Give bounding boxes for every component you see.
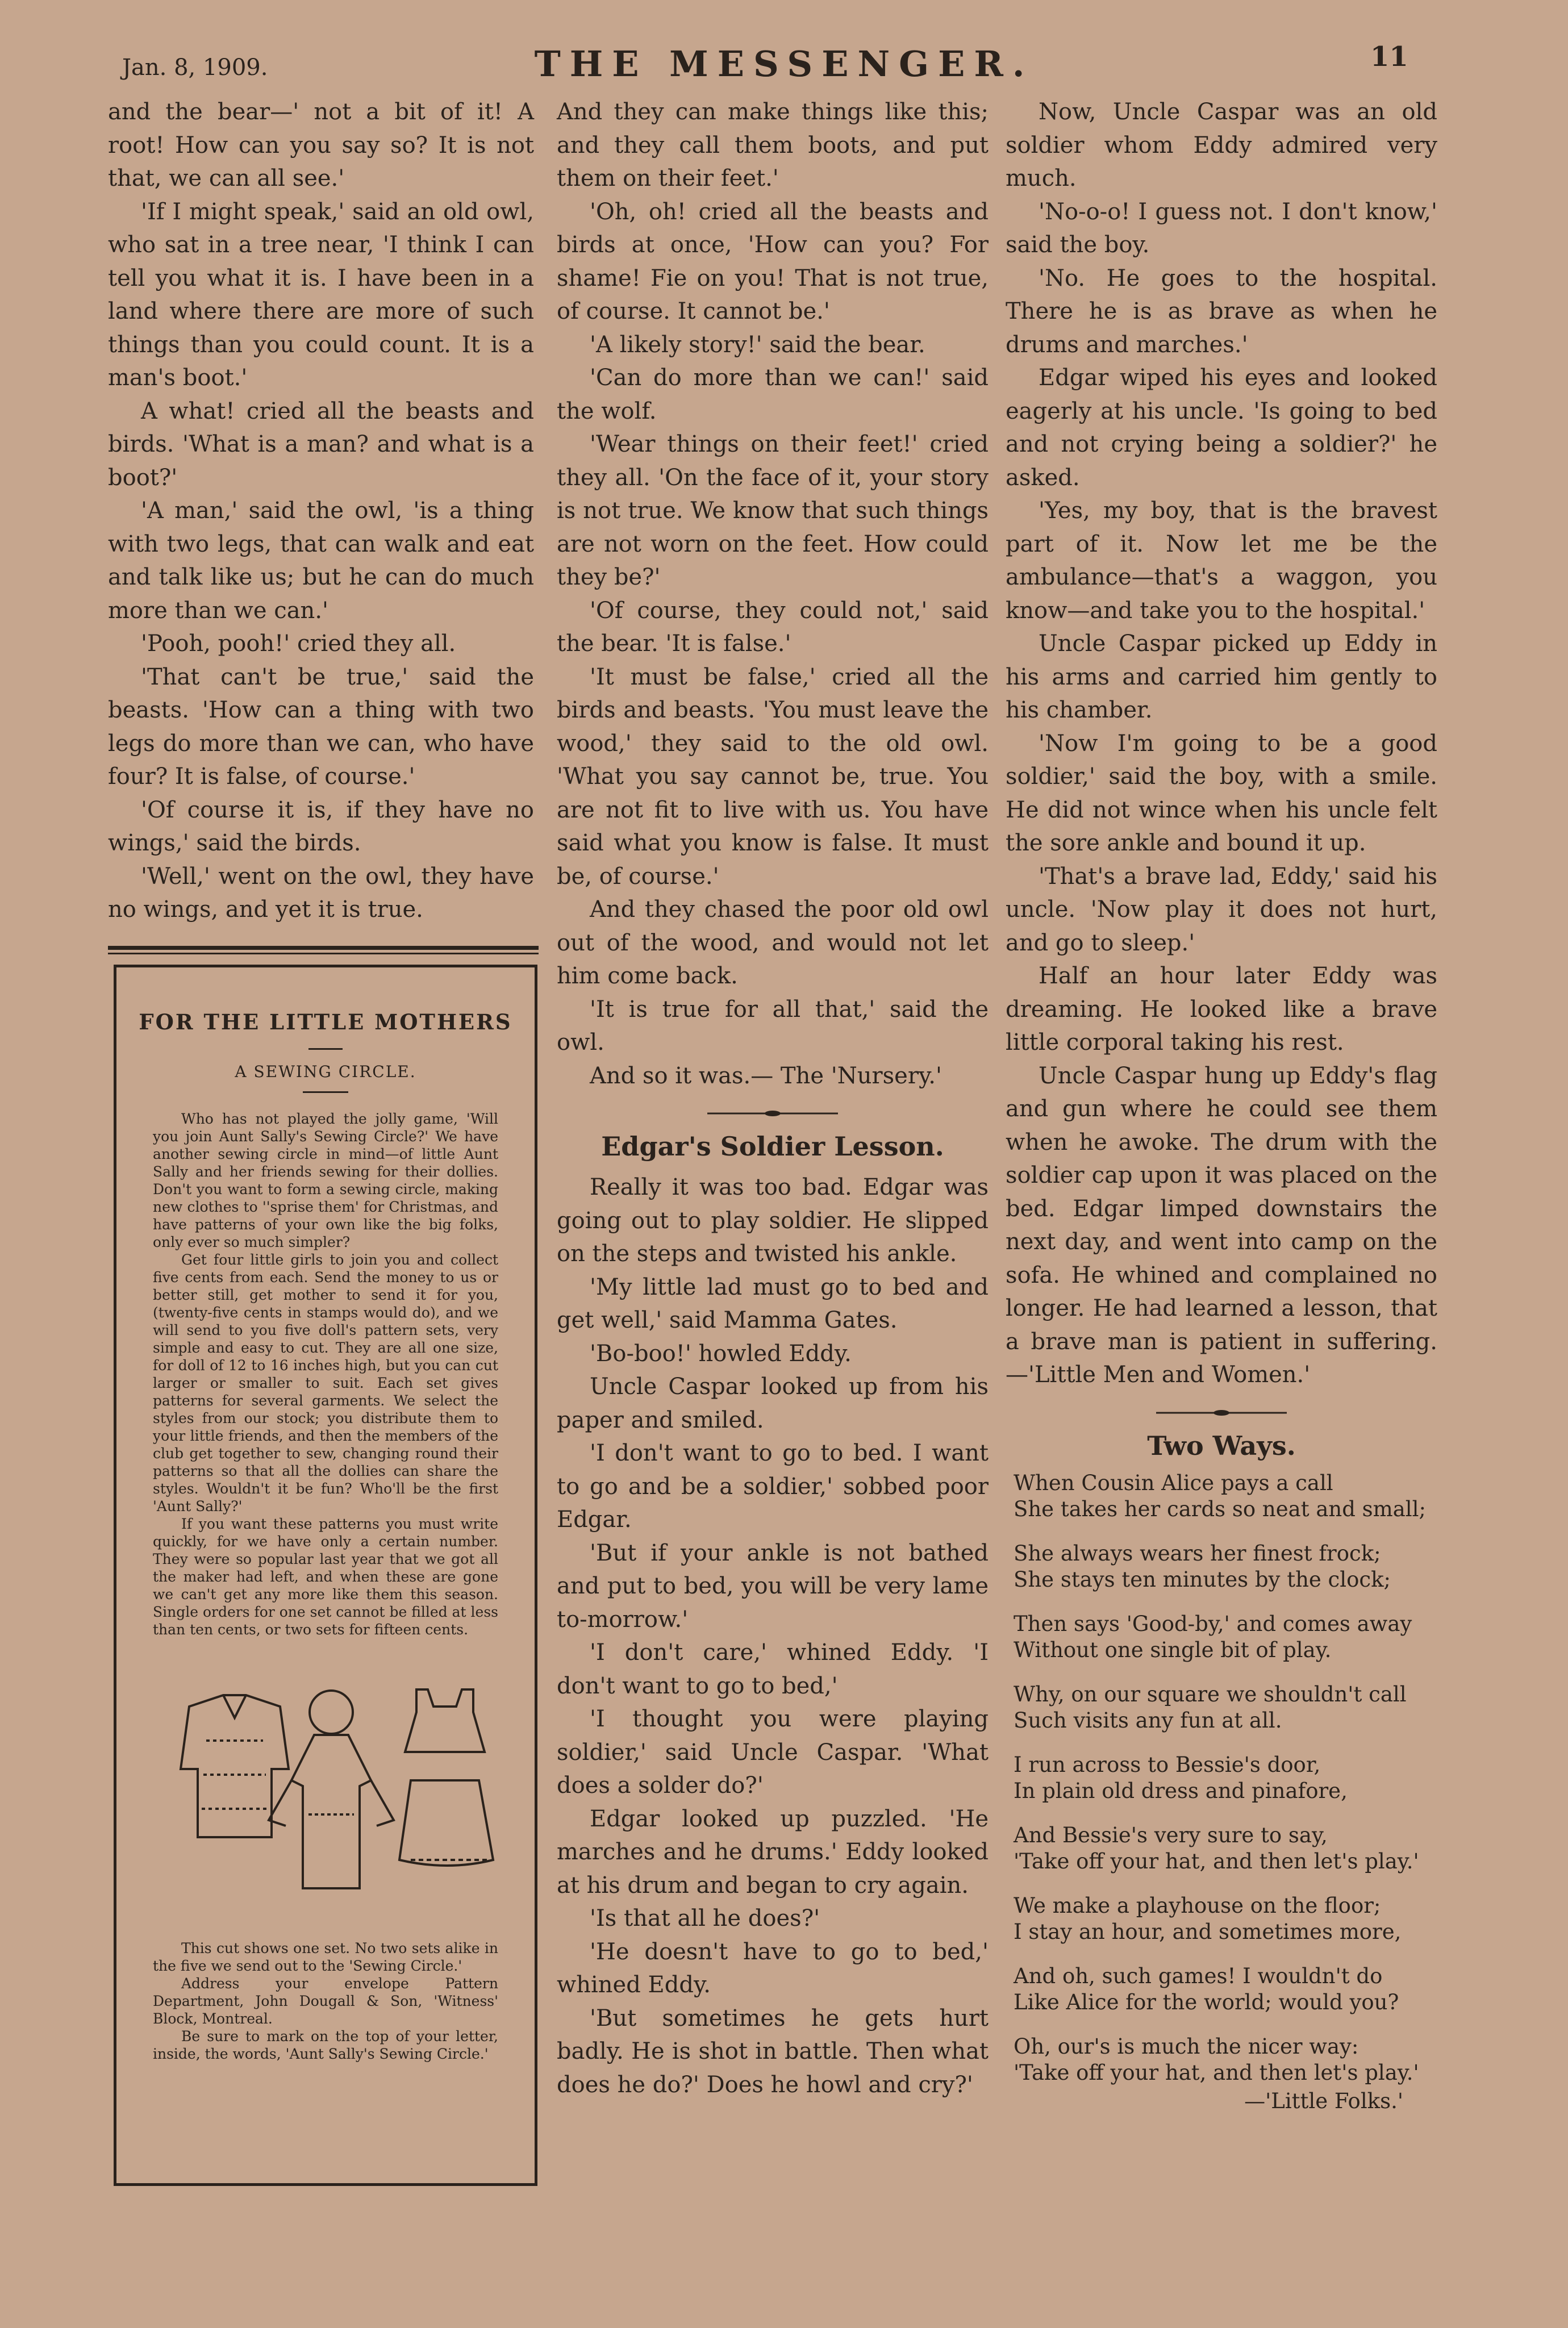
paragraph: 'A man,' said the owl, 'is a thing with two legs, that can walk and eat and talk like us; but he can do much more than we can.': [108, 498, 534, 624]
paragraph: 'Bo-boo!' howled Eddy.: [590, 1340, 852, 1367]
poem-line: We make a playhouse on the floor;: [1014, 1893, 1381, 1918]
poem-stanza: [1014, 1682, 1437, 1734]
paragraph: and the bear—' not a bit of it! A root! How can you say so? It is not that, we can all see.': [108, 99, 534, 191]
poem-stanza: [1014, 1822, 1437, 1875]
paragraph: 'My little lad must go to bed and get well,' said Mamma Gates.: [557, 1274, 989, 1333]
paragraph: Uncle Caspar looked up from his paper and smiled.: [557, 1374, 989, 1433]
paragraph: 'Is that all he does?': [590, 1905, 820, 1931]
paragraph: And so it was.— The 'Nursery.': [590, 1062, 942, 1089]
poem-line: Like Alice for the world; would you?: [1014, 1989, 1399, 2014]
paragraph: Uncle Caspar picked up Eddy in his arms and carried him gently to his chamber.: [1006, 631, 1437, 723]
masthead-title: THE MESSENGER.: [534, 43, 1034, 85]
paragraph: 'Can do more than we can!' said the wolf.: [557, 365, 989, 424]
paragraph: 'That's a brave lad, Eddy,' said his uncle. 'Now play it does not hurt, and go to sleep.': [1006, 863, 1437, 956]
paragraph: 'A likely story!' said the bear.: [590, 331, 925, 358]
column-2: [557, 95, 989, 2101]
paragraph: And they can make things like this; and they call them boots, and put them on their feet.': [557, 99, 989, 191]
paragraph: 'If I might speak,' said an old owl, who sat in a tree near, 'I think I can tell you what it is. I have been in a land where there are more of such things than you could count. It is a man's boot.': [108, 198, 534, 391]
paragraph: 'He doesn't have to go to bed,' whined Eddy.: [557, 1938, 989, 1998]
double-rule-divider: [108, 946, 539, 956]
short-rule: [308, 1048, 343, 1050]
poem-line: She takes her cards so neat and small;: [1014, 1496, 1426, 1521]
box-text-bottom: [153, 1939, 498, 2063]
paragraph: 'Of course it is, if they have no wings,' said the birds.: [108, 796, 534, 856]
paragraph: 'No. He goes to the hospital. There he is as brave as when he drums and marches.': [1006, 265, 1437, 358]
paragraph: Be sure to mark on the top of your letter, inside, the words, 'Aunt Sally's Sewing Circle.': [153, 2028, 498, 2062]
paragraph: Uncle Caspar hung up Eddy's flag and gun where he could see them when he awoke. The drum with the soldier cap upon it was placed on the bed. Edgar limped downstairs the next day, and went into camp on the sofa. He whined and complained no longer. He had learned a lesson, that a brave man is patient in suffering.—'Little Men and Women.': [1006, 1062, 1437, 1388]
little-mothers-box: [114, 965, 537, 2186]
page-number: 11: [1370, 41, 1408, 73]
box-text-top: [153, 1110, 498, 1638]
poem-stanza: [1014, 2034, 1437, 2086]
paragraph: And they chased the poor old owl out of the wood, and would not let him come back.: [557, 896, 989, 989]
paragraph: 'But if your ankle is not bathed and put to bed, you will be very lame to-morrow.': [557, 1540, 989, 1633]
paragraph: 'Pooh, pooh!' cried they all.: [141, 631, 456, 657]
poem-line: And Bessie's very sure to say,: [1014, 1822, 1328, 1847]
poem-stanza: [1014, 1963, 1437, 2016]
poem-title: Two Ways.: [1147, 1430, 1296, 1461]
poem-stanza: [1014, 1752, 1437, 1804]
poem-line: Oh, our's is much the nicer way:: [1014, 2034, 1359, 2059]
paragraph: Who has not played the jolly game, 'Will you join Aunt Sally's Sewing Circle?' We have another sewing circle in mind—of little Aunt Sally and her friends sewing for their dollies. Don't you want to form a sewing circle, making new clothes to ''sprise them' for Christmas, and have patterns of your own like the big folks, only ever so much simpler?: [153, 1111, 498, 1250]
paragraph: 'But sometimes he gets hurt badly. He is shot in battle. Then what does he do?' Does he howl and cry?': [557, 2005, 989, 2098]
paragraph: This cut shows one set. No two sets alike in the five we send out to the 'Sewing Circle.': [153, 1940, 498, 1974]
poem-line: When Cousin Alice pays a call: [1014, 1470, 1333, 1495]
section-ornament: [1156, 1409, 1287, 1417]
paragraph: 'Well,' went on the owl, they have no wings, and yet it is true.: [108, 863, 534, 923]
paragraph: Half an hour later Eddy was dreaming. He looked like a brave little corporal taking his rest.: [1006, 963, 1437, 1055]
paragraph: Edgar looked up puzzled. 'He marches and he drums.' Eddy looked at his drum and began to cry again.: [557, 1805, 989, 1899]
paragraph: Now, Uncle Caspar was an old soldier whom Eddy admired very much.: [1006, 99, 1437, 191]
paragraph: 'Oh, oh! cried all the beasts and birds at once, 'How can you? For shame! Fie on you! That is not true, of course. It cannot be.': [557, 198, 989, 324]
poem-credit: —'Little Folks.': [1244, 2088, 1403, 2113]
poem-stanza: [1014, 1470, 1437, 1522]
column-3: [1006, 95, 1437, 2114]
paragraph: 'I don't want to go to bed. I want to go and be a soldier,' sobbed poor Edgar.: [557, 1440, 989, 1533]
paragraph: Get four little girls to join you and collect five cents from each. Send the money to us or better still, get mother to send it for you, (twenty-five cents in stamps would do), and we will send to you five doll's pattern sets, very simple and easy to cut. They are all one size, for doll of 12 to 16 inches high, but you can cut larger or smaller to suit. Each set gives patterns for several garments. We select the styles from our stock; you distribute them to your little friends, and then the members of the club get together to sew, changing round their patterns so that all the dollies can share the styles. Wouldn't it be fun? Who'll be the first 'Aunt Sally?': [153, 1251, 498, 1515]
poem-stanza: [1014, 1541, 1437, 1593]
paragraph: 'That can't be true,' said the beasts. 'How can a thing with two legs do more than we can, who have four? It is false, of course.': [108, 664, 534, 790]
section-ornament: [707, 1109, 838, 1117]
column-1: [108, 95, 534, 927]
paragraph: 'Of course, they could not,' said the bear. 'It is false.': [557, 597, 989, 657]
paragraph: A what! cried all the beasts and birds. 'What is a man? and what is a boot?': [108, 398, 534, 491]
poem-line: She stays ten minutes by the clock;: [1014, 1567, 1391, 1592]
poem-line: Why, on our square we shouldn't call: [1014, 1682, 1407, 1707]
paragraph: Edgar wiped his eyes and looked eagerly at his uncle. 'Is going to bed and not crying being a soldier?' he asked.: [1006, 365, 1437, 491]
poem-line: I stay an hour, and sometimes more,: [1014, 1919, 1402, 1944]
poem-line: In plain old dress and pinafore,: [1014, 1778, 1348, 1803]
poem-line: 'Take off your hat, and then let's play.': [1014, 2060, 1419, 2085]
paragraph: Really it was too bad. Edgar was going out to play soldier. He slipped on the steps and twisted his ankle.: [557, 1174, 989, 1267]
paragraph: 'It must be false,' cried all the birds and beasts. 'You must leave the wood,' they said to the old owl. 'What you say cannot be, true. You are not fit to live with us. You have said what you know is false. It must be, of course.': [557, 664, 989, 890]
paragraph: 'Yes, my boy, that is the bravest part of it. Now let me be the ambulance—that's a waggon, you know—and take you to the hospital.': [1006, 498, 1437, 624]
poem-line: Then says 'Good-by,' and comes away: [1014, 1611, 1412, 1636]
poem-line: She always wears her finest frock;: [1014, 1541, 1381, 1566]
short-rule: [303, 1091, 348, 1093]
poem: [1006, 1470, 1437, 2114]
page-header: [0, 34, 1568, 85]
paragraph: 'Wear things on their feet!' cried they all. 'On the face of it, your story is not true. We know that such things are not worn on the feet. How could they be?': [557, 431, 989, 590]
paragraph: 'I don't care,' whined Eddy. 'I don't want to go to bed,': [557, 1639, 989, 1699]
box-title: FOR THE LITTLE MOTHERS: [139, 1009, 512, 1034]
story-title: Edgar's Soldier Lesson.: [601, 1131, 944, 1162]
paragraph: 'Now I'm going to be a good soldier,' said the boy, with a smile. He did not wince when his uncle felt the sore ankle and bound it up.: [1006, 730, 1437, 856]
poem-line: And oh, such games! I wouldn't do: [1014, 1963, 1383, 1988]
poem-line: 'Take off your hat, and then let's play.': [1014, 1849, 1419, 1874]
paragraph: 'No-o-o! I guess not. I don't know,' said the boy.: [1006, 198, 1437, 258]
poem-line: I run across to Bessie's door,: [1014, 1752, 1321, 1777]
paragraph: If you want these patterns you must write quickly, for we have only a certain number. They were so popular last year that we got all the maker had left, and when these are gone we can't get any more like them this season. Single orders for one set cannot be filled at less than ten cents, or two sets for fifteen cents.: [153, 1516, 498, 1638]
paragraph: Address your envelope Pattern Department, John Dougall & Son, 'Witness' Block, Montreal.: [153, 1975, 498, 2027]
box-subtitle: A SEWING CIRCLE.: [235, 1062, 416, 1081]
paragraph: 'I thought you were playing soldier,' said Uncle Caspar. 'What does a solder do?': [557, 1706, 989, 1799]
doll-patterns-illustration: [149, 1672, 502, 1911]
poem-stanza: [1014, 1611, 1437, 1663]
paragraph: 'It is true for all that,' said the owl.: [557, 996, 989, 1055]
poem-line: Without one single bit of play.: [1014, 1637, 1332, 1662]
poem-line: Such visits any fun at all.: [1014, 1708, 1282, 1733]
issue-date: Jan. 8, 1909.: [122, 55, 268, 81]
poem-stanza: [1014, 1893, 1437, 1945]
